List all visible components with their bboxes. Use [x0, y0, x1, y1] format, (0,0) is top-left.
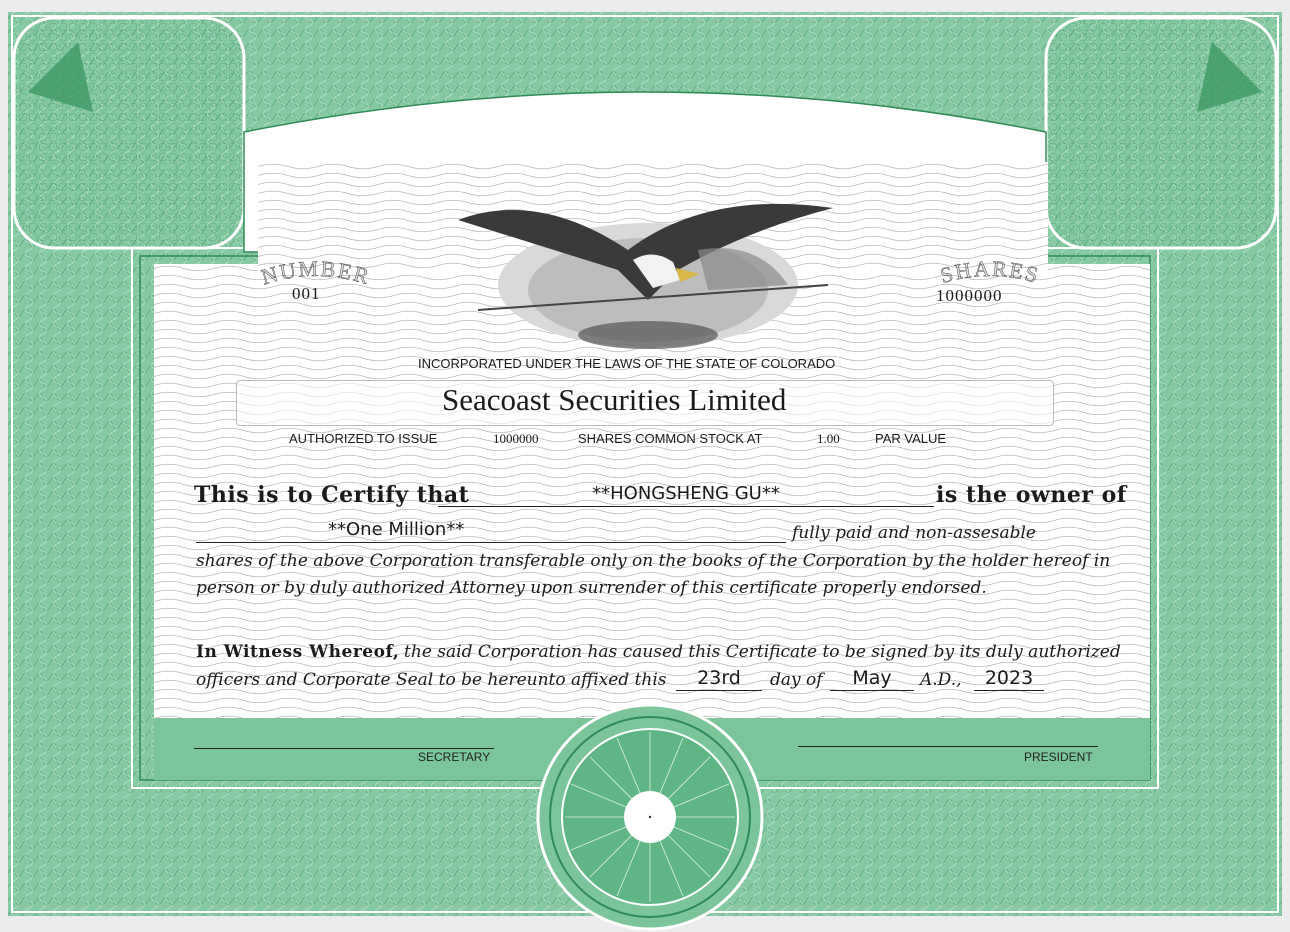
par-value-label: PAR VALUE [875, 431, 947, 446]
day-value: 23rd [676, 666, 762, 691]
year-value: 2023 [974, 666, 1044, 691]
day-of-label: day of [770, 670, 823, 690]
holder-name: **HONGSHENG GU** [438, 482, 934, 507]
ad-label: A.D., [920, 670, 962, 690]
certificate-number: 001 [292, 284, 321, 303]
certify-prefix: This is to Certify that [194, 482, 470, 508]
transfer-clause-line-1: shares of the above Corporation transferable only on the books of the Corporation by the holder hereof in [196, 551, 1111, 571]
secretary-label: SECRETARY [418, 750, 491, 764]
witness-heading: In Witness Whereof, [196, 642, 400, 662]
authorized-label: AUTHORIZED TO ISSUE [289, 431, 438, 446]
company-name: Seacoast Securities Limited [442, 382, 787, 417]
authorized-shares: 1000000 [493, 431, 539, 446]
shares-common-label: SHARES COMMON STOCK AT [578, 431, 763, 446]
transfer-clause-line-2: person or by duly authorized Attorney upon surrender of this certificate properly endorsed. [196, 578, 987, 598]
president-signature-line [798, 746, 1098, 747]
officers-text: officers and Corporate Seal to be hereunto affixed this [196, 670, 667, 690]
fully-paid-text: fully paid and non-assesable [792, 523, 1036, 543]
shares-in-words: **One Million** [196, 518, 786, 543]
stock-certificate [8, 12, 1282, 916]
witness-line [196, 642, 1121, 662]
corporate-seal [535, 702, 765, 932]
svg-text:SHARES: SHARES [937, 255, 1043, 289]
month-value: May [830, 666, 914, 691]
president-label: PRESIDENT [1024, 750, 1093, 764]
svg-text:NUMBER: NUMBER [258, 255, 374, 290]
owner-suffix: is the owner of [936, 482, 1127, 508]
secretary-signature-line [194, 748, 494, 749]
incorporation-statement: INCORPORATED UNDER THE LAWS OF THE STATE OF COLORADO [418, 356, 836, 371]
eagle-vignette [448, 190, 838, 355]
shares-count: 1000000 [936, 286, 1003, 305]
par-amount: 1.00 [817, 431, 840, 446]
witness-text: the said Corporation has caused this Certificate to be signed by its duly authorized [404, 642, 1121, 662]
